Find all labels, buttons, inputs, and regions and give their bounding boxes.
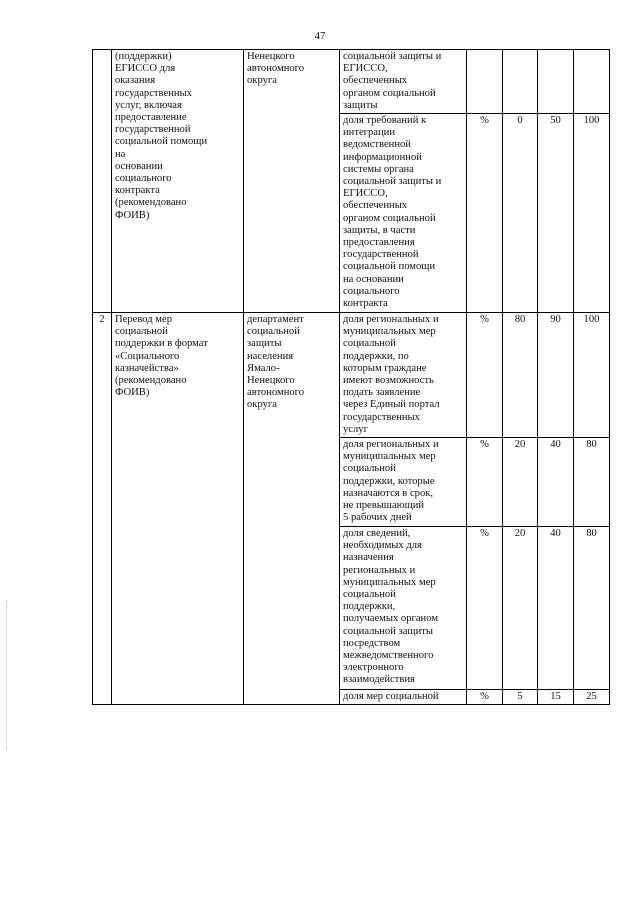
value-cell: 90 xyxy=(538,313,574,438)
measure-cell: (поддержки) ЕГИССО для оказания государственных услуг, включая предоставление государственной социальной помощи на основании социального контракта (рекомендовано ФОИВ) xyxy=(112,50,244,313)
value-cell: 100 xyxy=(574,313,610,438)
value-cell: 80 xyxy=(574,527,610,690)
page-number: 47 xyxy=(314,30,326,42)
value-cell xyxy=(503,50,538,114)
unit-cell: % xyxy=(467,527,503,690)
table-row xyxy=(93,50,610,114)
measure-cell: Перевод мер социальной поддержки в формат «Социального казначейства» (рекомендовано ФОИВ) xyxy=(112,313,244,705)
value-cell: 80 xyxy=(503,313,538,438)
value-cell: 50 xyxy=(538,114,574,313)
value-cell: 80 xyxy=(574,438,610,527)
value-cell: 100 xyxy=(574,114,610,313)
indicator-cell: доля региональных и муниципальных мер социальной поддержки, по которым граждане имеют возможность подать заявление через Единый портал государственных услуг xyxy=(340,313,467,438)
value-cell xyxy=(574,50,610,114)
indicator-cell: доля региональных и муниципальных мер социальной поддержки, которые назначаются в срок, не превышающий 5 рабочих дней xyxy=(340,438,467,527)
value-cell: 0 xyxy=(503,114,538,313)
value-cell: 40 xyxy=(538,527,574,690)
value-cell: 40 xyxy=(538,438,574,527)
indicator-cell: социальной защиты и ЕГИССО, обеспеченных органом социальной защиты xyxy=(340,50,467,114)
value-cell: 5 xyxy=(503,690,538,705)
value-cell: 20 xyxy=(503,527,538,690)
executor-cell: департамент социальной защиты населения Ямало- Ненецкого автономного округа xyxy=(244,313,340,705)
value-cell: 20 xyxy=(503,438,538,527)
unit-cell: % xyxy=(467,313,503,438)
indicator-cell: доля мер социальной xyxy=(340,690,467,705)
value-cell: 15 xyxy=(538,690,574,705)
table-row xyxy=(93,313,610,438)
scan-margin-artifact xyxy=(6,600,9,750)
indicator-cell: доля сведений, необходимых для назначения региональных и муниципальных мер социальной поддержки, получаемых органом социальной защиты посредством межведомственного электронного взаимодействия xyxy=(340,527,467,690)
unit-cell xyxy=(467,50,503,114)
row-number-cell: 2 xyxy=(93,313,112,705)
executor-cell: Ненецкого автономного округа xyxy=(244,50,340,313)
unit-cell: % xyxy=(467,690,503,705)
unit-cell: % xyxy=(467,438,503,527)
measures-table xyxy=(92,49,610,705)
value-cell: 25 xyxy=(574,690,610,705)
row-number-cell xyxy=(93,50,112,313)
value-cell xyxy=(538,50,574,114)
indicator-cell: доля требований к интеграции ведомственной информационной системы органа социальной защиты и ЕГИССО, обеспеченных органом социальной защиты, в части предоставления государственной социальной помощи на основании социального контракта xyxy=(340,114,467,313)
unit-cell: % xyxy=(467,114,503,313)
